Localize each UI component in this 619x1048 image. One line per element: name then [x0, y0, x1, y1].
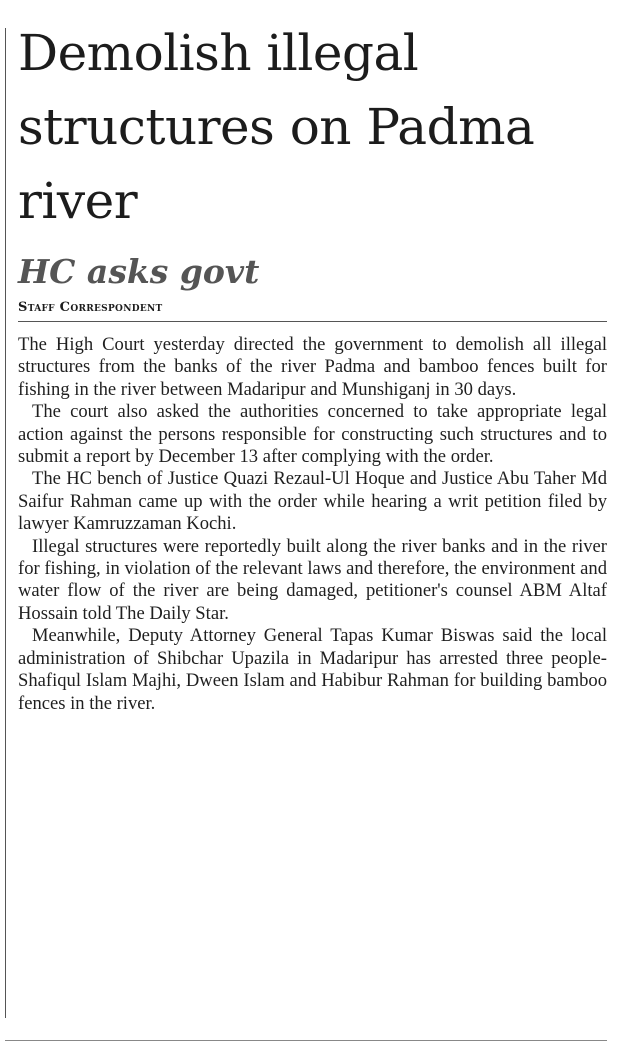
paragraph: The High Court yesterday directed the government to demolish all illegal structures from the banks of the river Padma and bamboo fences built for fishing in the river between Madaripur and Munshiganj in 30 days. — [18, 334, 607, 400]
paragraph: The court also asked the authorities concerned to take appropriate legal action against the persons responsible for constructing such structures and to submit a report by December 13 after complying with the order. — [18, 401, 607, 468]
paragraph: Illegal structures were reportedly built along the river banks and in the river for fishing, in violation of the relevant laws and therefore, the environment and water flow of the river are being damaged, petitioner's counsel ABM Altaf Hossain told The Daily Star. — [18, 535, 607, 624]
paragraph: Meanwhile, Deputy Attorney General Tapas Kumar Biswas said the local administration of Shibchar Upazila in Madaripur has arrested three people- Shafiqul Islam Majhi, Dween Islam and Habibur Rahman for building bamboo fences in the river. — [18, 625, 607, 714]
byline-divider — [18, 321, 607, 322]
kicker-subhead: HC asks govt — [18, 252, 260, 291]
news-article — [18, 16, 607, 715]
byline: Staff Correspondent — [18, 300, 163, 315]
headline: Demolish illegal structures on Padma river — [18, 24, 535, 230]
column-left-rule — [5, 28, 6, 1018]
article-body — [18, 334, 607, 715]
paragraph: The HC bench of Justice Quazi Rezaul-Ul Hoque and Justice Abu Taher Md Saifur Rahman came up with the order while hearing a writ petition filed by lawyer Kamruzzaman Kochi. — [18, 468, 607, 535]
column-bottom-rule — [5, 1040, 607, 1041]
